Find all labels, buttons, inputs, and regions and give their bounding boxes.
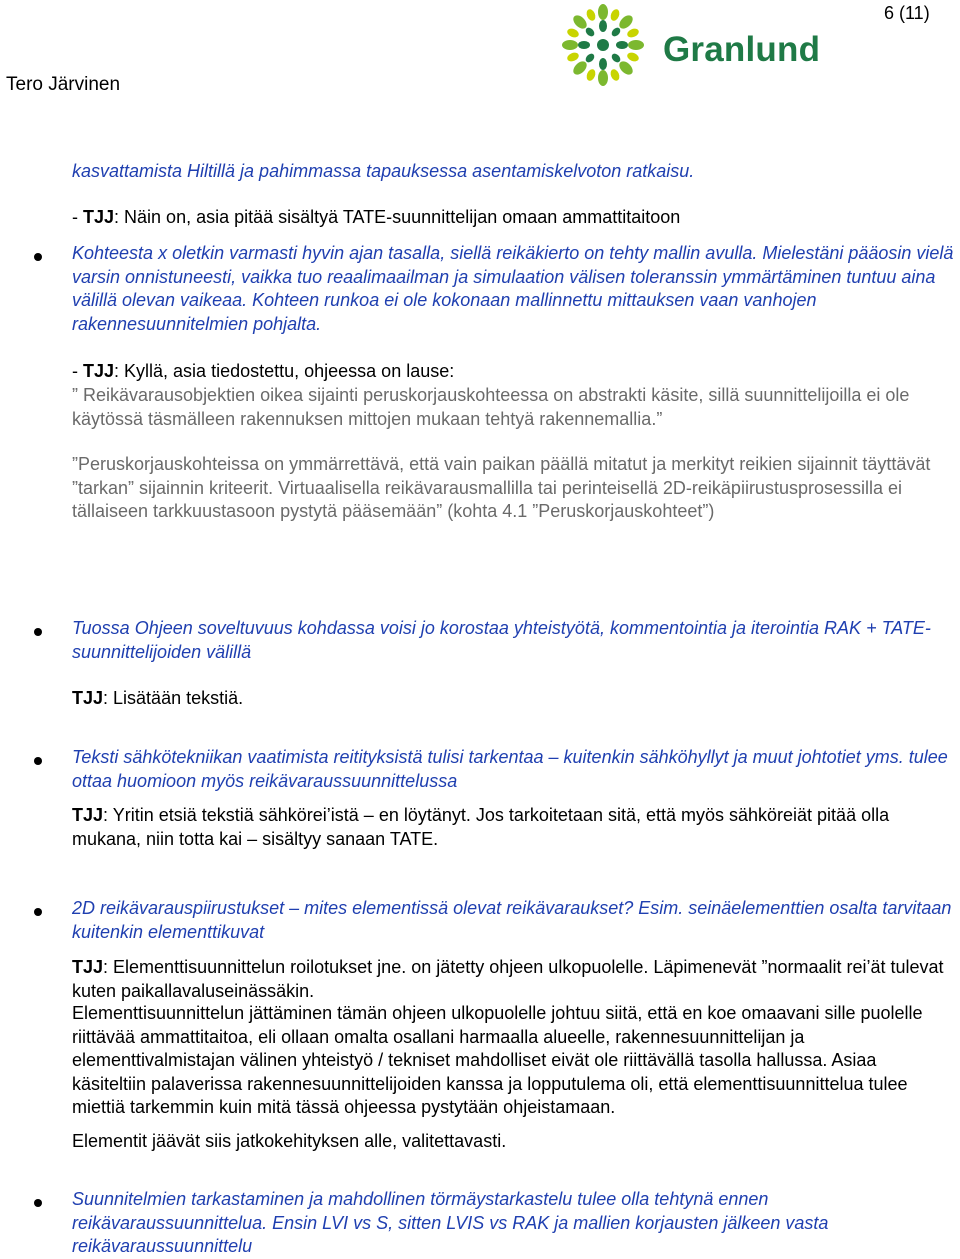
reply-author: TJJ (83, 361, 115, 381)
comment-text: kasvattamista Hiltillä ja pahimmassa tapauksessa asentamiskelvoton ratkaisu. (72, 161, 695, 181)
reply-text: - TJJ: Kyllä, asia tiedostettu, ohjeessa on lause: (72, 361, 455, 381)
comment-text: Tuossa Ohjeen soveltuvuus kohdassa voisi jo korostaa yhteistyötä, kommentointia ja iterointia RAK + TATE-suunnittelijoiden välillä (72, 618, 931, 662)
bullet-icon (34, 253, 42, 261)
bullet-icon (34, 757, 42, 765)
author-name: Tero Järvinen (6, 74, 121, 95)
quote-text: ” Reikävarausobjektien oikea sijainti peruskorjauskohteessa on abstrakti käsite, sillä suunnittelijoilla ei ole käytössä täsmälleen rakennuksen mittojen mukaan tehtyä rakennemallia.” (72, 385, 910, 429)
reply-text: - TJJ: Näin on, asia pitää sisältyä TATE-suunnittelijan omaan ammattitaitoon (72, 207, 681, 227)
bullet-icon (34, 628, 42, 636)
reply-text: TJJ: Yritin etsiä tekstiä sähkörei’istä – en löytänyt. Jos tarkoitetaan sitä, että myös sähköreiät pitää olla mukana, niin totta kai – sisältyy sanaan TATE. (72, 805, 890, 849)
reply-author: TJJ (72, 805, 104, 825)
reply-text: Elementtisuunnittelun jättäminen tämän ohjeen ulkopuolelle johtuu siitä, että en koe omaavani sille puolelle riittävää ammattitaitoa, eli ollaan omalta osallani harmaalla alueelle, rakennesuunnittelijan ja elementtivalmistajan välinen yhteistyö / tekniset mahdolliset eivät ole riittävällä tasolla hallussa. Asiaa käsiteltiin palaverissa rakennesuunnittelijoiden kanssa ja lopputulema oli, että elementtisuunnittelua tulee miettiä tarkemmin kuin mitä tässä ohjeessa pystytään ohjeistamaan. (72, 1003, 923, 1117)
reply-author: TJJ (83, 207, 115, 227)
reply-text: Elementit jäävät siis jatkokehityksen alle, valitettavasti. (72, 1131, 507, 1151)
comment-text: Teksti sähkötekniikan vaatimista reitityksistä tulisi tarkentaa – kuitenkin sähköhyllyt ja muut johtotiet yms. tulee ottaa huomioon myös reikävaraussuunnittelussa (72, 747, 948, 791)
page-number: 6 (11) (884, 3, 930, 23)
reply-author: TJJ (72, 957, 104, 977)
comment-text: 2D reikävarauspiirustukset – mites elementissä olevat reikävaraukset? Esim. seinäelementtien osalta tarvitaan kuitenkin elementtikuvat (72, 898, 952, 942)
reply-text: TJJ: Lisätään tekstiä. (72, 688, 244, 708)
reply-author: TJJ (72, 688, 104, 708)
quote-text: ”Peruskorjauskohteissa on ymmärrettävä, että vain paikan päällä mitatut ja merkityt reikien sijainnit täyttävät ”tarkan” sijainnin kriteerit. Virtuaalisella reikävarausmallilla tai perinteisellä 2D-reikäpiirustusprosessilla ei tällaiseen tarkkuustasoon pystytä pääsemään” (kohta 4.1 ”Peruskorjauskohteet”) (72, 454, 931, 521)
comment-text: Suunnitelmien tarkastaminen ja mahdollinen törmäystarkastelu tulee olla tehtynä ennen reikävaraussuunnittelua. Ensin LVI vs S, sitten LVIS vs RAK ja mallien korjausten jälkeen vasta reikävaraussuunnittelu (72, 1189, 829, 1256)
comment-text: Kohteesta x oletkin varmasti hyvin ajan tasalla, siellä reikäkierto on tehty mallin avulla. Mielestäni pääosin vielä varsin onnistuneesti, vaikka tuo reaalimaailman ja simulaation välisen toleranssin ymmärtäminen tuntuu aina välillä olevan vaikeaa. Kohteen runkoa ei ole kokonaan mallinnettu mittauksen vaan vanhojen rakennesuunnitelmien pohjalta. (72, 243, 954, 334)
reply-text: TJJ: Elementtisuunnittelun roilotukset jne. on jätetty ohjeen ulkopuolelle. Läpimenevät ”normaalit rei’ät tulevat kuten paikallavaluseinässäkin. (72, 957, 944, 1001)
bullet-icon (34, 908, 42, 916)
logo-wordmark: Granlund (663, 30, 821, 69)
bullet-icon (34, 1199, 42, 1207)
